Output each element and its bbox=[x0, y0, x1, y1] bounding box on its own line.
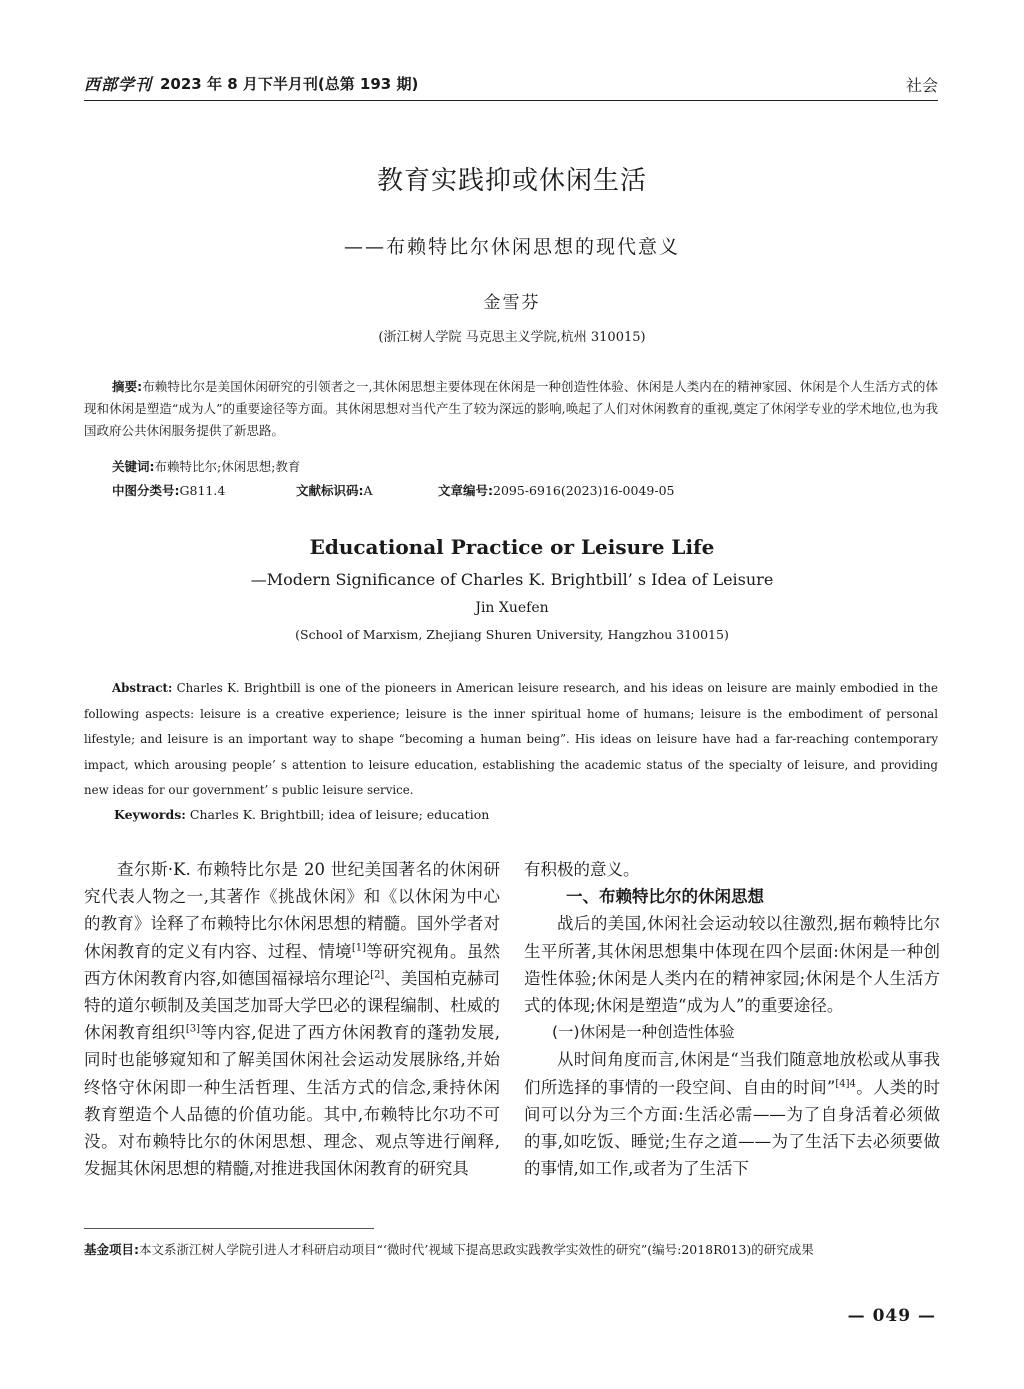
english-author: Jin Xuefen bbox=[475, 600, 549, 616]
english-title: Educational Practice or Leisure Life bbox=[309, 535, 715, 559]
citation-4[interactable]: [4]4 bbox=[835, 1078, 856, 1090]
doc-value: A bbox=[363, 483, 373, 498]
body-paragraph-continued: 有积极的意义。 bbox=[524, 860, 640, 879]
art-label: 文章编号: bbox=[438, 483, 493, 498]
header-rule bbox=[84, 100, 938, 101]
body-paragraph bbox=[524, 1046, 940, 1182]
footnote-text: 本文系浙江树人学院引进人才科研启动项目“‘微时代’视域下提高思政实践教学实效性的研究”(编号:2018R013)的研究成果 bbox=[139, 1242, 814, 1257]
running-header bbox=[84, 72, 938, 96]
abstract-label: 摘要: bbox=[112, 379, 143, 394]
section-name: 社会 bbox=[905, 76, 938, 95]
journal-logo: 西部学刊 bbox=[84, 75, 153, 94]
author-name: 金雪芬 bbox=[483, 293, 541, 313]
author-affiliation: (浙江树人学院 马克思主义学院,杭州 310015) bbox=[378, 330, 646, 345]
article-number bbox=[438, 481, 674, 499]
classification-line bbox=[112, 481, 932, 499]
keywords-text: 布赖特比尔;休闲思想;教育 bbox=[154, 459, 301, 474]
english-keywords-label: Keywords: bbox=[114, 807, 186, 822]
chinese-abstract bbox=[84, 376, 938, 442]
english-keywords bbox=[114, 807, 489, 822]
abstract-text: 布赖特比尔是美国休闲研究的引领者之一,其休闲思想主要体现在休闲是一种创造性体验、休闲是人类内在的精神家园、休闲是个人生活方式的体现和休闲是塑造“成为人”的重要途径等方面。其休闲思想对当代产生了较为深远的影响,唤起了人们对休闲教育的重视,奠定了休闲学专业的学术地位,也为我国政府公共休闲服务提供了新思路。 bbox=[84, 379, 938, 438]
footnote-rule bbox=[84, 1228, 374, 1229]
clc-label: 中图分类号: bbox=[112, 483, 180, 498]
body-column-right bbox=[524, 856, 940, 1182]
doc-label: 文献标识码: bbox=[296, 483, 364, 498]
english-affiliation: (School of Marxism, Zhejiang Shuren University, Hangzhou 310015) bbox=[295, 627, 729, 642]
text-run: 等研究视角。虽然西方休闲教育内容,如德国福禄培尔理论 bbox=[84, 941, 501, 988]
funding-footnote bbox=[84, 1238, 938, 1262]
english-abstract bbox=[84, 676, 938, 804]
english-keywords-text: Charles K. Brightbill; idea of leisure; education bbox=[189, 807, 490, 822]
subsection-heading-1: (一)休闲是一种创造性体验 bbox=[552, 1023, 735, 1042]
english-abstract-label: Abstract: bbox=[112, 681, 173, 695]
page-number: — 049 — bbox=[847, 1306, 936, 1326]
body-column-left bbox=[84, 856, 500, 1182]
article-title: 教育实践抑或休闲生活 bbox=[376, 166, 647, 196]
text-run: 查尔斯·K. 布赖特比尔是 20 世纪美国著名的休闲研究代表人物之一,其著作《挑战休闲》和《以休闲为中心的教育》诠释了布赖特比尔休闲思想的精髓。国外学者对休闲教育的定义有内容、过程、情境 bbox=[84, 860, 500, 961]
clc-value: G811.4 bbox=[179, 483, 226, 498]
section-heading-1: 一、布赖特比尔的休闲思想 bbox=[566, 887, 764, 907]
english-subtitle: —Modern Significance of Charles K. Brightbill’ s Idea of Leisure bbox=[250, 570, 774, 589]
chinese-keywords bbox=[112, 457, 300, 475]
footnote-label: 基金项目: bbox=[84, 1242, 139, 1257]
keywords-label: 关键词: bbox=[112, 459, 155, 474]
citation-1[interactable]: [1] bbox=[351, 942, 367, 954]
article-subtitle: ——布赖特比尔休闲思想的现代意义 bbox=[343, 236, 680, 258]
body-paragraph bbox=[84, 856, 500, 1182]
text-run: 从时间角度而言,休闲是“当我们随意地放松或从事我们所选择的事情的一段空间、自由的时间” bbox=[524, 1050, 940, 1097]
document-code bbox=[296, 481, 373, 499]
body-paragraph: 战后的美国,休闲社会运动较以往激烈,据布赖特比尔生平所著,其休闲思想集中体现在四个层面:休闲是一种创造性体验;休闲是人类内在的精神家园;休闲是个人生活方式的体现;休闲是塑造“成为人”的重要途径。 bbox=[524, 914, 940, 1016]
citation-3[interactable]: [3] bbox=[185, 1023, 201, 1035]
text-run: 。人类的时间可以分为三个方面:生活必需——为了自身活着必须做的事,如吃饭、睡觉;生存之道——为了生活下去必须要做的事情,如工作,或者为了生活下 bbox=[524, 1077, 941, 1179]
art-value: 2095-6916(2023)16-0049-05 bbox=[493, 483, 675, 498]
clc-number bbox=[112, 481, 225, 499]
text-run: 、美国柏克赫司特的道尔顿制及美国芝加哥大学巴必的课程编制、杜威的休闲教育组织 bbox=[84, 968, 501, 1043]
english-abstract-text: Charles K. Brightbill is one of the pioneers in American leisure research, and his ideas on leisure are mainly embodied in the following aspects: leisure is a creative experience; leisure is the inner spiritual home of humans; leisure is the embodiment of personal lifestyle; and leisure is an important way to shape “becoming a human being”. His ideas on leisure have had a far-reaching contemporary impact, which arousing people’ s attention to leisure education, establishing the academic status of the specialty of leisure, and providing new ideas for our government’ s public leisure service. bbox=[84, 681, 938, 797]
citation-2[interactable]: [2] bbox=[370, 969, 385, 981]
issue-info: 2023 年 8 月下半月刊(总第 193 期) bbox=[160, 75, 419, 93]
text-run: 等内容,促进了西方休闲教育的蓬勃发展,同时也能够窥知和了解美国休闲社会运动发展脉络,并始终恪守休闲即一种生活哲理、生活方式的信念,秉持休闲教育塑造个人品德的价值功能。其中,布赖特比尔功不可没。对布赖特比尔的休闲思想、理念、观点等进行阐释,发掘其休闲思想的精髓,对推进我国休闲教育的研究具 bbox=[84, 1023, 500, 1179]
